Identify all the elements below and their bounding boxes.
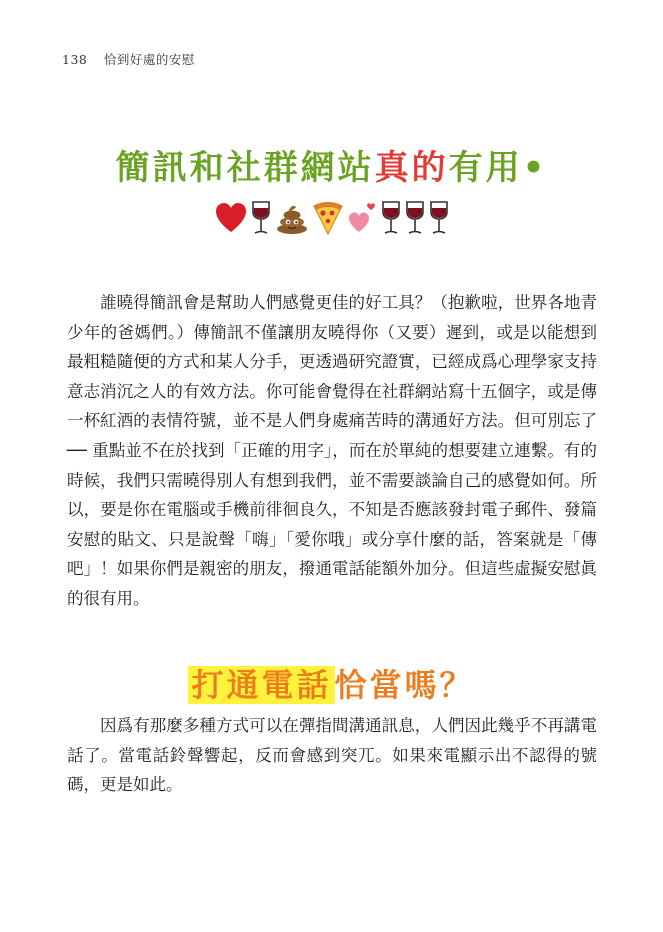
wine-glass-icon [250,200,272,236]
page-number: 138 [62,52,88,67]
heading2-rest: 恰當嗎？ [334,666,475,704]
small-hearts-icon [346,200,378,236]
heart-icon [214,201,248,235]
wine-glass-icon [404,200,426,236]
book-title: 恰到好處的安慰 [103,52,195,67]
running-head [62,50,195,68]
section-heading-phone [0,660,663,706]
heading1-dot: • [522,148,548,188]
section-heading-texting [0,140,663,189]
heading1-part-red: 真的 [374,148,449,188]
heading1-part-b: 有用 [448,148,523,188]
body-paragraph-1: 誰曉得簡訊會是幫助人們感覺更佳的好工具？（抱歉啦，世界各地青少年的爸媽們。）傳簡訊不僅讓朋友曉得你（又要）遲到，或是以能想到最粗糙隨便的方式和某人分手，更透過研究證實，已經成爲心理學家支持意志消沉之人的有效方法。你可能會覺得在社群網站寫十五個字，或是傳一杯紅酒的表情符號，並不是人們身處痛苦時的溝通好方法。但可別忘了── 重點並不在於找到「正確的用字」，而在於單純的想要建立連繫。有的時候，我們只需曉得別人有想到我們，並不需要談論自己的感覺如何。所以，要是你在電腦或手機前徘徊良久，不知是否應該發封電子郵件、發篇安慰的貼文、只是說聲「嗨」「愛你哦」或分享什麼的話，答案就是「傳吧」！如果你們是親密的朋友，撥通電話能額外加分。但這些虛擬安慰眞的很有用。 [67,293,597,608]
poop-icon [274,201,310,235]
pizza-slice-icon [312,200,344,236]
wine-glass-icon [428,200,450,236]
heading2-highlighted: 打通電話 [188,666,334,704]
heading1-part-a: 簡訊和社群網站 [115,148,375,188]
emoji-row [0,198,663,238]
body-paragraph-2: 因爲有那麼多種方式可以在彈指間溝通訊息，人們因此幾乎不再講電話了。當電話鈴聲響起，反而會感到突兀。如果來電顯示出不認得的號碼，更是如此。 [67,716,597,795]
wine-glass-icon [380,200,402,236]
